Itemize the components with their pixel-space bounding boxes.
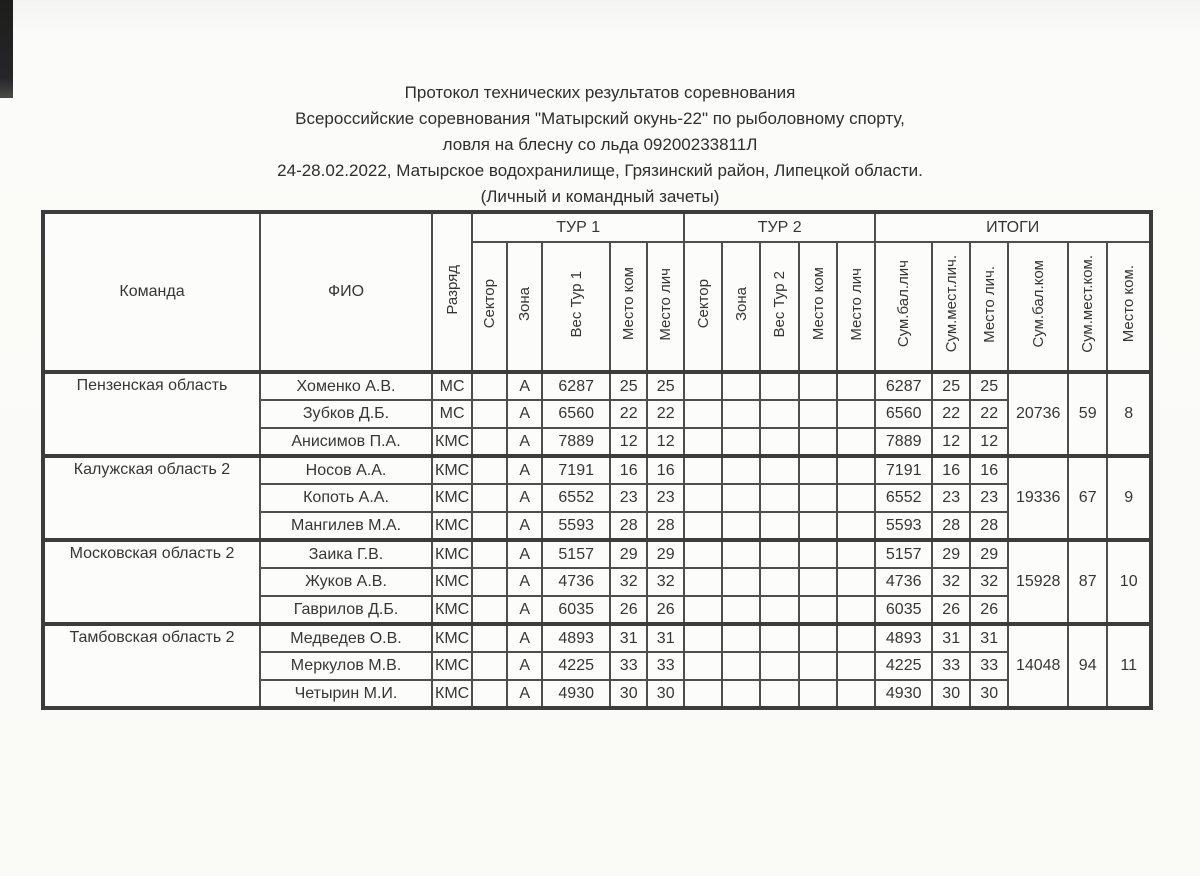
teamplace-t1-cell: 22 [610, 400, 647, 428]
teamplace-t1-cell: 12 [610, 428, 647, 456]
zone-t1-cell: А [507, 540, 542, 568]
teamplace-t2-cell [799, 568, 837, 596]
sector-t1-cell [472, 568, 507, 596]
sum-places-ind-cell: 22 [932, 400, 970, 428]
fio-cell: Копоть А.А. [260, 484, 432, 512]
fio-cell: Носов А.А. [260, 456, 432, 484]
group-header-tour2: ТУР 2 [684, 212, 875, 242]
sector-t2-cell [684, 512, 722, 540]
weight-t2-cell [760, 624, 799, 652]
col-header-sum-points-ind-label: Сум.бал.лич [895, 260, 913, 348]
col-header-weight-t2-label: Вес Тур 2 [771, 270, 789, 338]
group-header-totals: ИТОГИ [875, 212, 1151, 242]
indplace-t2-cell [837, 596, 875, 624]
sector-t2-cell [684, 680, 722, 708]
indplace-t2-cell [837, 652, 875, 680]
weight-t1-cell: 4736 [542, 568, 610, 596]
team-sum-places-cell: 87 [1068, 540, 1107, 624]
col-header-indplace-t2-label: Место лич [847, 267, 865, 341]
place-ind-cell: 29 [970, 540, 1008, 568]
place-ind-cell: 28 [970, 512, 1008, 540]
indplace-t1-cell: 29 [647, 540, 684, 568]
team-sum-points-cell: 19336 [1008, 456, 1068, 540]
teamplace-t1-cell: 26 [610, 596, 647, 624]
team-sum-places-cell: 67 [1068, 456, 1107, 540]
col-header-rank [432, 212, 472, 372]
teamplace-t1-cell: 33 [610, 652, 647, 680]
weight-t1-cell: 6035 [542, 596, 610, 624]
indplace-t1-cell: 22 [647, 400, 684, 428]
team-place-cell: 11 [1107, 624, 1151, 708]
col-header-fio: ФИО [260, 212, 432, 372]
col-header-zone-t1-label: Зона [516, 286, 534, 322]
weight-t2-cell [760, 680, 799, 708]
col-header-sum-points-team [1008, 242, 1068, 372]
col-header-place-team [1107, 242, 1151, 372]
col-header-indplace-t2 [837, 242, 875, 372]
protocol-title: Протокол технических результатов соревнования [404, 83, 796, 102]
rank-cell: КМС [432, 652, 472, 680]
sum-points-ind-cell: 4930 [875, 680, 932, 708]
zone-t2-cell [722, 400, 760, 428]
col-header-teamplace-t2-label: Место ком [809, 267, 827, 341]
sum-places-ind-cell: 25 [932, 372, 970, 400]
zone-t1-cell: А [507, 372, 542, 400]
teamplace-t1-cell: 25 [610, 372, 647, 400]
teamplace-t2-cell [799, 540, 837, 568]
sum-places-ind-cell: 29 [932, 540, 970, 568]
teamplace-t2-cell [799, 484, 837, 512]
indplace-t1-cell: 16 [647, 456, 684, 484]
standings-note: (Личный и командный зачеты) [480, 187, 720, 206]
fio-cell: Четырин М.И. [260, 680, 432, 708]
team-name-cell: Пензенская область [43, 372, 260, 456]
zone-t1-cell: А [507, 400, 542, 428]
sum-places-ind-cell: 31 [932, 624, 970, 652]
weight-t1-cell: 7889 [542, 428, 610, 456]
teamplace-t2-cell [799, 624, 837, 652]
zone-t1-cell: А [507, 512, 542, 540]
zone-t2-cell [722, 540, 760, 568]
col-header-zone-t1 [507, 242, 542, 372]
col-header-place-ind [970, 242, 1008, 372]
zone-t2-cell [722, 568, 760, 596]
sector-t2-cell [684, 484, 722, 512]
col-header-rank-label: Разряд [443, 264, 461, 315]
sum-places-ind-cell: 32 [932, 568, 970, 596]
place-ind-cell: 31 [970, 624, 1008, 652]
group-header-tour1: ТУР 1 [472, 212, 684, 242]
sector-t2-cell [684, 596, 722, 624]
sector-t2-cell [684, 652, 722, 680]
weight-t1-cell: 4893 [542, 624, 610, 652]
weight-t1-cell: 5157 [542, 540, 610, 568]
sum-points-ind-cell: 5593 [875, 512, 932, 540]
rank-cell: КМС [432, 456, 472, 484]
rank-cell: КМС [432, 428, 472, 456]
teamplace-t1-cell: 28 [610, 512, 647, 540]
member-row [43, 624, 1151, 652]
zone-t2-cell [722, 596, 760, 624]
sum-places-ind-cell: 16 [932, 456, 970, 484]
col-header-place-team-label: Место ком. [1120, 265, 1138, 343]
place-ind-cell: 12 [970, 428, 1008, 456]
fio-cell: Мангилев М.А. [260, 512, 432, 540]
place-ind-cell: 33 [970, 652, 1008, 680]
sum-points-ind-cell: 7191 [875, 456, 932, 484]
weight-t1-cell: 7191 [542, 456, 610, 484]
place-ind-cell: 22 [970, 400, 1008, 428]
sum-points-ind-cell: 6287 [875, 372, 932, 400]
team-sum-places-cell: 94 [1068, 624, 1107, 708]
team-sum-places-cell: 59 [1068, 372, 1107, 456]
fio-cell: Хоменко А.В. [260, 372, 432, 400]
member-row [43, 540, 1151, 568]
zone-t1-cell: А [507, 456, 542, 484]
rank-cell: КМС [432, 512, 472, 540]
fio-cell: Меркулов М.В. [260, 652, 432, 680]
group-header-row [43, 212, 1151, 242]
indplace-t1-cell: 30 [647, 680, 684, 708]
col-header-sum-places-team-label: Сум.мест.ком. [1079, 255, 1097, 353]
col-header-teamplace-t1-label: Место ком [620, 267, 638, 341]
teamplace-t1-cell: 30 [610, 680, 647, 708]
col-header-weight-t1-label: Вес Тур 1 [567, 270, 585, 338]
zone-t2-cell [722, 512, 760, 540]
sector-t2-cell [684, 456, 722, 484]
col-header-place-ind-label: Место лич. [980, 265, 998, 343]
rank-cell: КМС [432, 540, 472, 568]
col-header-zone-t2-label: Зона [732, 286, 750, 322]
sector-t1-cell [472, 428, 507, 456]
place-ind-cell: 23 [970, 484, 1008, 512]
sum-points-ind-cell: 7889 [875, 428, 932, 456]
weight-t2-cell [760, 428, 799, 456]
col-header-sum-places-team [1068, 242, 1107, 372]
weight-t1-cell: 5593 [542, 512, 610, 540]
team-place-cell: 10 [1107, 540, 1151, 624]
zone-t2-cell [722, 680, 760, 708]
weight-t1-cell: 6287 [542, 372, 610, 400]
indplace-t2-cell [837, 540, 875, 568]
zone-t1-cell: А [507, 568, 542, 596]
weight-t2-cell [760, 400, 799, 428]
sum-places-ind-cell: 23 [932, 484, 970, 512]
sector-t1-cell [472, 512, 507, 540]
teamplace-t1-cell: 23 [610, 484, 647, 512]
sum-points-ind-cell: 6035 [875, 596, 932, 624]
indplace-t2-cell [837, 624, 875, 652]
zone-t2-cell [722, 372, 760, 400]
indplace-t1-cell: 26 [647, 596, 684, 624]
teamplace-t2-cell [799, 372, 837, 400]
weight-t2-cell [760, 652, 799, 680]
indplace-t2-cell [837, 484, 875, 512]
weight-t2-cell [760, 512, 799, 540]
place-ind-cell: 25 [970, 372, 1008, 400]
col-header-weight-t2 [760, 242, 799, 372]
indplace-t1-cell: 28 [647, 512, 684, 540]
weight-t2-cell [760, 372, 799, 400]
indplace-t2-cell [837, 680, 875, 708]
indplace-t2-cell [837, 512, 875, 540]
col-header-zone-t2 [722, 242, 760, 372]
col-header-sector-t1 [472, 242, 507, 372]
sector-t2-cell [684, 540, 722, 568]
zone-t2-cell [722, 624, 760, 652]
place-ind-cell: 30 [970, 680, 1008, 708]
sector-t2-cell [684, 624, 722, 652]
weight-t2-cell [760, 456, 799, 484]
place-ind-cell: 32 [970, 568, 1008, 596]
rank-cell: МС [432, 400, 472, 428]
sum-points-ind-cell: 4893 [875, 624, 932, 652]
indplace-t1-cell: 33 [647, 652, 684, 680]
sector-t1-cell [472, 540, 507, 568]
zone-t1-cell: А [507, 484, 542, 512]
indplace-t2-cell [837, 400, 875, 428]
indplace-t1-cell: 25 [647, 372, 684, 400]
teamplace-t1-cell: 31 [610, 624, 647, 652]
document-title-block [0, 80, 1200, 210]
date-location-line: 24-28.02.2022, Матырское водохранилище, Грязинский район, Липецкой области. [277, 161, 923, 180]
team-sum-points-cell: 15928 [1008, 540, 1068, 624]
team-sum-points-cell: 20736 [1008, 372, 1068, 456]
col-header-sum-places-ind-label: Сум.мест.лич. [942, 255, 960, 353]
team-name-cell: Московская область 2 [43, 540, 260, 624]
indplace-t2-cell [837, 568, 875, 596]
indplace-t1-cell: 23 [647, 484, 684, 512]
team-name-cell: Калужская область 2 [43, 456, 260, 540]
sum-points-ind-cell: 6552 [875, 484, 932, 512]
indplace-t1-cell: 12 [647, 428, 684, 456]
teamplace-t1-cell: 16 [610, 456, 647, 484]
fio-cell: Анисимов П.А. [260, 428, 432, 456]
sector-t1-cell [472, 680, 507, 708]
indplace-t1-cell: 31 [647, 624, 684, 652]
sector-t1-cell [472, 400, 507, 428]
rank-cell: КМС [432, 680, 472, 708]
team-name-cell: Тамбовская область 2 [43, 624, 260, 708]
discipline-line: ловля на блесну со льда 09200233811Л [442, 135, 758, 154]
zone-t1-cell: А [507, 624, 542, 652]
rank-cell: КМС [432, 596, 472, 624]
col-header-sum-points-ind [875, 242, 932, 372]
member-row [43, 456, 1151, 484]
indplace-t1-cell: 32 [647, 568, 684, 596]
col-header-teamplace-t1 [610, 242, 647, 372]
sum-points-ind-cell: 4736 [875, 568, 932, 596]
sector-t2-cell [684, 568, 722, 596]
fio-cell: Зубков Д.Б. [260, 400, 432, 428]
sum-points-ind-cell: 5157 [875, 540, 932, 568]
zone-t1-cell: А [507, 596, 542, 624]
sector-t1-cell [472, 624, 507, 652]
rank-cell: КМС [432, 624, 472, 652]
zone-t1-cell: А [507, 652, 542, 680]
weight-t2-cell [760, 568, 799, 596]
col-header-sector-t2 [684, 242, 722, 372]
fio-cell: Жуков А.В. [260, 568, 432, 596]
team-place-cell: 8 [1107, 372, 1151, 456]
teamplace-t2-cell [799, 652, 837, 680]
teamplace-t2-cell [799, 428, 837, 456]
weight-t1-cell: 6560 [542, 400, 610, 428]
teamplace-t1-cell: 29 [610, 540, 647, 568]
teamplace-t2-cell [799, 596, 837, 624]
sum-places-ind-cell: 30 [932, 680, 970, 708]
zone-t1-cell: А [507, 428, 542, 456]
col-header-indplace-t1-label: Место лич [657, 267, 675, 341]
place-ind-cell: 16 [970, 456, 1008, 484]
teamplace-t2-cell [799, 456, 837, 484]
event-name: Всероссийские соревнования "Матырский окунь-22" по рыболовному спорту, [295, 109, 905, 128]
place-ind-cell: 26 [970, 596, 1008, 624]
team-place-cell: 9 [1107, 456, 1151, 540]
teamplace-t2-cell [799, 680, 837, 708]
weight-t1-cell: 4930 [542, 680, 610, 708]
sector-t1-cell [472, 484, 507, 512]
zone-t2-cell [722, 456, 760, 484]
sum-places-ind-cell: 33 [932, 652, 970, 680]
col-header-sector-t2-label: Сектор [694, 279, 712, 329]
teamplace-t1-cell: 32 [610, 568, 647, 596]
zone-t1-cell: А [507, 680, 542, 708]
member-row [43, 372, 1151, 400]
col-header-sum-places-ind [932, 242, 970, 372]
sum-places-ind-cell: 12 [932, 428, 970, 456]
sector-t1-cell [472, 652, 507, 680]
sector-t1-cell [472, 456, 507, 484]
weight-t2-cell [760, 596, 799, 624]
weight-t2-cell [760, 484, 799, 512]
sum-places-ind-cell: 28 [932, 512, 970, 540]
team-sum-points-cell: 14048 [1008, 624, 1068, 708]
fio-cell: Гаврилов Д.Б. [260, 596, 432, 624]
sector-t2-cell [684, 428, 722, 456]
sector-t2-cell [684, 400, 722, 428]
col-header-team: Команда [43, 212, 260, 372]
fio-cell: Заика Г.В. [260, 540, 432, 568]
sum-points-ind-cell: 4225 [875, 652, 932, 680]
col-header-sum-points-team-label: Сум.бал.ком [1029, 260, 1047, 348]
zone-t2-cell [722, 428, 760, 456]
col-header-sector-t1-label: Сектор [481, 279, 499, 329]
col-header-weight-t1 [542, 242, 610, 372]
rank-cell: КМС [432, 568, 472, 596]
sum-places-ind-cell: 26 [932, 596, 970, 624]
rank-cell: КМС [432, 484, 472, 512]
fio-cell: Медведев О.В. [260, 624, 432, 652]
zone-t2-cell [722, 652, 760, 680]
indplace-t2-cell [837, 456, 875, 484]
teamplace-t2-cell [799, 400, 837, 428]
rank-cell: МС [432, 372, 472, 400]
col-header-indplace-t1 [647, 242, 684, 372]
zone-t2-cell [722, 484, 760, 512]
sector-t1-cell [472, 372, 507, 400]
weight-t2-cell [760, 540, 799, 568]
col-header-teamplace-t2 [799, 242, 837, 372]
weight-t1-cell: 4225 [542, 652, 610, 680]
sector-t2-cell [684, 372, 722, 400]
indplace-t2-cell [837, 428, 875, 456]
indplace-t2-cell [837, 372, 875, 400]
teamplace-t2-cell [799, 512, 837, 540]
results-table [41, 210, 1153, 710]
sum-points-ind-cell: 6560 [875, 400, 932, 428]
weight-t1-cell: 6552 [542, 484, 610, 512]
sector-t1-cell [472, 596, 507, 624]
